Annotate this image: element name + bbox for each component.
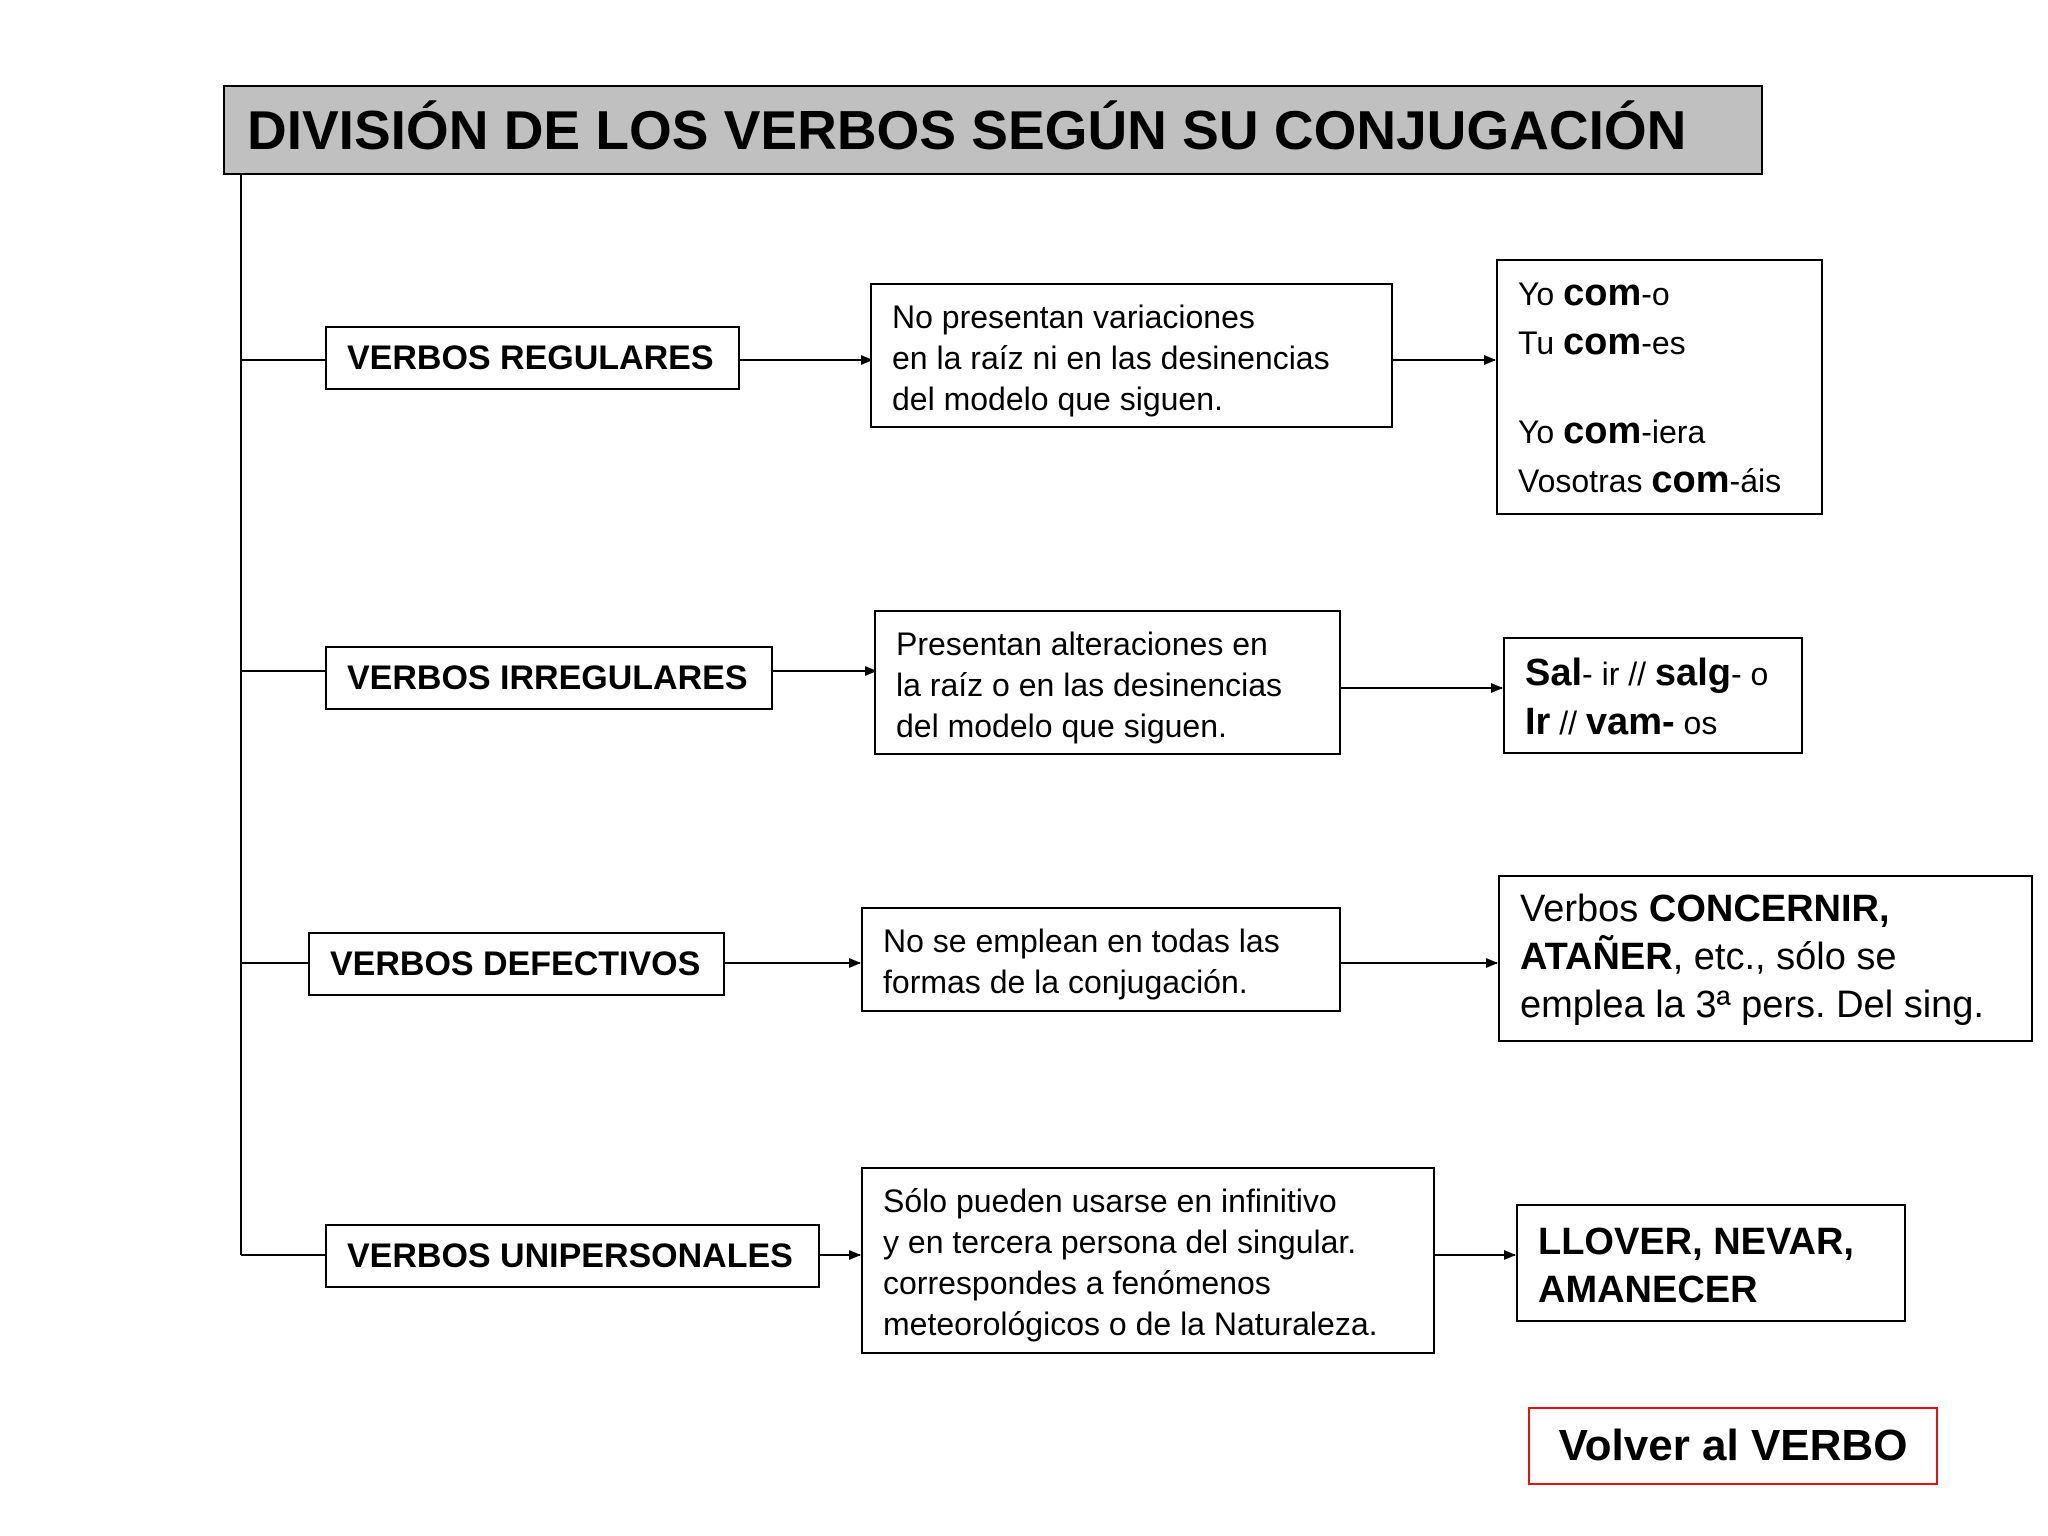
category-defectivos (308, 932, 725, 996)
category-label: VERBOS UNIPERSONALES (347, 1236, 793, 1275)
example-line: Vosotras com-áis (1518, 459, 1782, 501)
description-unipersonales (861, 1167, 1435, 1354)
description-line: formas de la conjugación. (883, 964, 1248, 1000)
description-line: la raíz o en las desinencias (896, 667, 1282, 703)
example-line: Yo com-iera (1518, 410, 1706, 452)
example-line: Sal- ir // salg- o (1525, 652, 1769, 694)
example-line: emplea la 3ª pers. Del sing. (1520, 984, 1984, 1026)
description-line: meteorológicos o de la Naturaleza. (883, 1306, 1378, 1342)
example-line: Ir // vam- os (1525, 701, 1718, 743)
example-line: Yo com-o (1518, 272, 1670, 314)
example-line: Tu com-es (1518, 321, 1686, 363)
example-line: AMANECER (1538, 1269, 1758, 1311)
description-line: correspondes a fenómenos (883, 1265, 1271, 1301)
description-defectivos (861, 907, 1341, 1012)
examples-irregulares (1503, 637, 1803, 754)
back-to-verb-button[interactable] (1528, 1407, 1938, 1485)
description-line: No se emplean en todas las (883, 923, 1280, 959)
back-button-label: Volver al VERBO (1558, 1421, 1908, 1470)
description-line: No presentan variaciones (892, 299, 1255, 335)
category-unipersonales (325, 1224, 820, 1288)
description-line: Presentan alteraciones en (896, 626, 1268, 662)
diagram-title: DIVISIÓN DE LOS VERBOS SEGÚN SU CONJUGACIÓN (223, 85, 1763, 175)
description-regulares (870, 283, 1393, 428)
category-irregulares (325, 646, 773, 710)
category-label: VERBOS REGULARES (347, 338, 714, 377)
examples-unipersonales (1516, 1204, 1906, 1322)
description-irregulares (874, 610, 1341, 755)
description-line: del modelo que siguen. (892, 381, 1223, 417)
description-line: del modelo que siguen. (896, 708, 1227, 744)
example-line: ATAÑER, etc., sólo se (1520, 936, 1897, 978)
description-line: y en tercera persona del singular. (883, 1224, 1357, 1260)
category-label: VERBOS DEFECTIVOS (330, 944, 701, 983)
description-line: en la raíz ni en las desinencias (892, 340, 1330, 376)
category-label: VERBOS IRREGULARES (347, 658, 748, 697)
example-line: Verbos CONCERNIR, (1520, 888, 1890, 930)
example-line: LLOVER, NEVAR, (1538, 1221, 1854, 1263)
description-line: Sólo pueden usarse en infinitivo (883, 1183, 1337, 1219)
category-regulares (325, 326, 740, 390)
examples-regulares (1496, 259, 1823, 515)
examples-defectivos (1498, 875, 2033, 1042)
